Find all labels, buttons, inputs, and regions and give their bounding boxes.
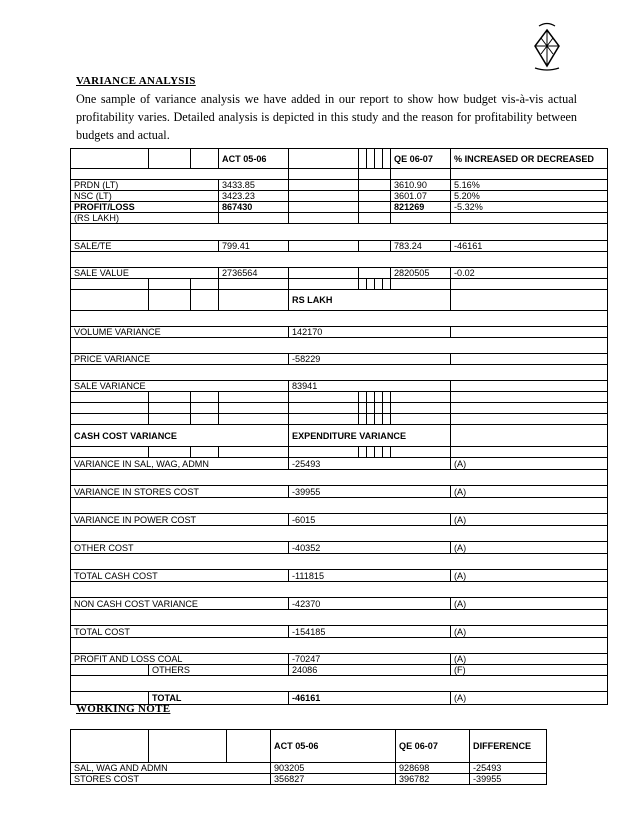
table-row (71, 730, 547, 763)
table-row: VARIANCE IN SAL, WAG, ADMN -25493 (A) (71, 458, 608, 470)
intro-paragraph: One sample of variance analysis we have added in our report to show how budget vis-à-vis actual profitability varies. Detailed analysis is depicted in this study and the reason for profitability between budgets and actual. (76, 92, 577, 142)
row-label: OTHERS (149, 665, 289, 676)
row-label: TOTAL COST (71, 626, 289, 638)
col-header-act: ACT 05-06 (219, 149, 289, 169)
row-label: SALE VALUE (71, 268, 219, 279)
table-row (71, 425, 608, 447)
col-header-qe: QE 06-07 (391, 149, 451, 169)
row-label: OTHER COST (71, 542, 289, 554)
row-label: SALE VARIANCE (71, 381, 289, 392)
row-label: NSC (LT) (71, 191, 219, 202)
table-row: TOTAL CASH COST -111815 (A) (71, 570, 608, 582)
row-label: PRICE VARIANCE (71, 354, 289, 365)
table-row (71, 213, 608, 224)
row-label: VARIANCE IN SAL, WAG, ADMN (71, 458, 289, 470)
working-note-title: WORKING NOTE (76, 703, 171, 715)
row-label: SAL, WAG AND ADMN (71, 763, 271, 774)
row-label: STORES COST (71, 774, 271, 785)
table-row: TOTAL -46161 (A) (71, 692, 608, 705)
row-label: TOTAL CASH COST (71, 570, 289, 582)
row-label: PROFIT/LOSS (71, 202, 219, 213)
table-row: VOLUME VARIANCE 142170 (71, 327, 608, 338)
table-row: SAL, WAG AND ADMN 903205 928698 -25493 (71, 763, 547, 774)
table-row: PRDN (LT) 3433.85 3610.90 5.16% (71, 180, 608, 191)
table-row: OTHERS 24086 (F) (71, 665, 608, 676)
table-row (71, 290, 608, 311)
row-label: NON CASH COST VARIANCE (71, 598, 289, 610)
table-row: NON CASH COST VARIANCE -42370 (A) (71, 598, 608, 610)
table-row: OTHER COST -40352 (A) (71, 542, 608, 554)
row-label: (RS LAKH) (71, 213, 219, 224)
row-label: PRDN (LT) (71, 180, 219, 191)
table-row: VARIANCE IN POWER COST -6015 (A) (71, 514, 608, 526)
row-label: SALE/TE (71, 241, 219, 252)
row-label: VARIANCE IN STORES COST (71, 486, 289, 498)
row-label: VOLUME VARIANCE (71, 327, 289, 338)
row-label: VARIANCE IN POWER COST (71, 514, 289, 526)
page-title: VARIANCE ANALYSIS (76, 75, 196, 87)
table-row: SALE VARIANCE 83941 (71, 381, 608, 392)
table-row: TOTAL COST -154185 (A) (71, 626, 608, 638)
section-label: CASH COST VARIANCE (71, 425, 289, 447)
table-row: VARIANCE IN STORES COST -39955 (A) (71, 486, 608, 498)
table-row: PROFIT AND LOSS COAL -70247 (A) (71, 654, 608, 665)
col-header-act: ACT 05-06 (271, 730, 396, 763)
col-header-qe: QE 06-07 (396, 730, 470, 763)
company-logo (519, 18, 575, 74)
row-label: PROFIT AND LOSS COAL (71, 654, 289, 665)
table-row: PRICE VARIANCE -58229 (71, 354, 608, 365)
table-row: NSC (LT) 3423.23 3601.07 5.20% (71, 191, 608, 202)
col-header-pct: % INCREASED OR DECREASED (451, 149, 608, 169)
variance-table (70, 148, 608, 705)
table-row: SALE VALUE 2736564 2820505 -0.02 (71, 268, 608, 279)
section-label: RS LAKH (289, 290, 451, 311)
table-row: SALE/TE 799.41 783.24 -46161 (71, 241, 608, 252)
col-header-difference: DIFFERENCE (470, 730, 547, 763)
table-row: PROFIT/LOSS 867430 821269 -5.32% (71, 202, 608, 213)
table-row (71, 149, 608, 169)
section-label: EXPENDITURE VARIANCE (289, 425, 451, 447)
table-row: STORES COST 356827 396782 -39955 (71, 774, 547, 785)
working-note-table (70, 729, 547, 785)
row-label: TOTAL (149, 692, 289, 705)
